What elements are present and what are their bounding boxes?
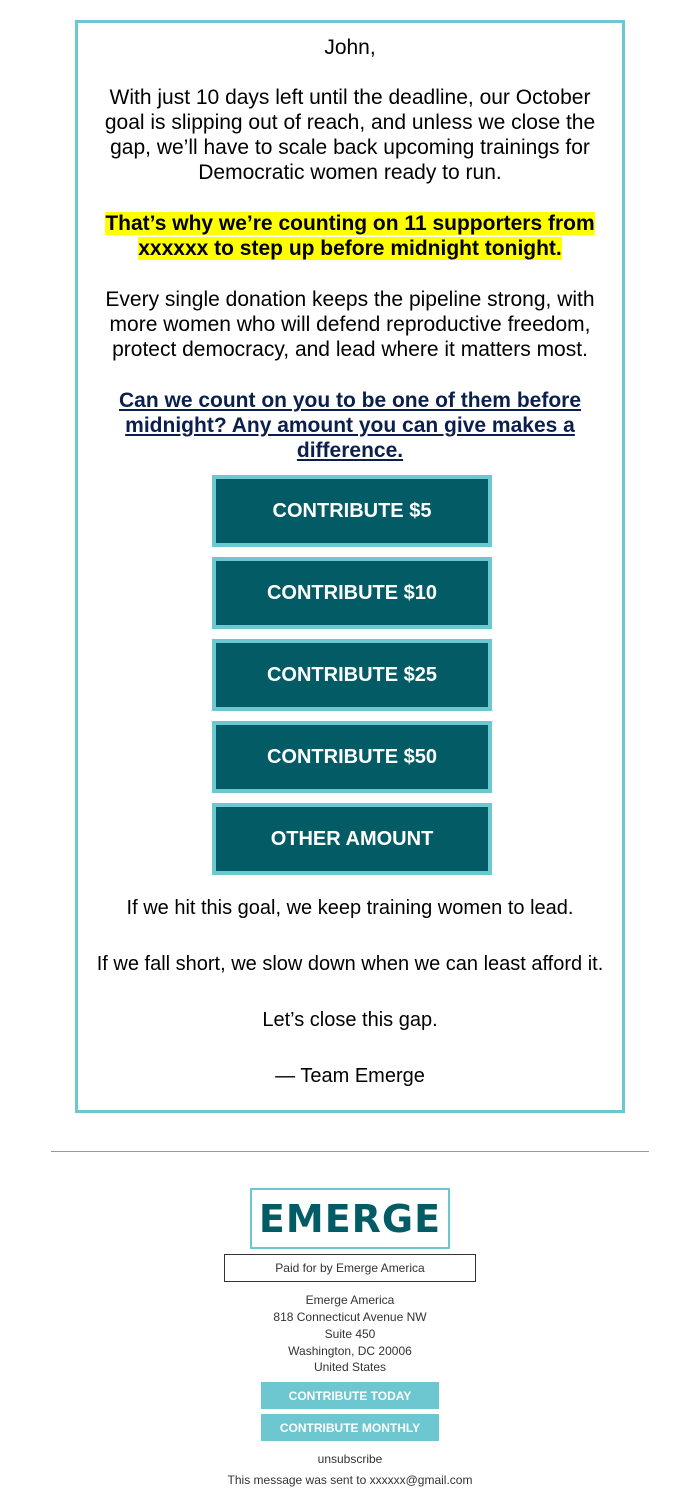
address-line: Emerge America bbox=[305, 1293, 395, 1307]
unsubscribe-link[interactable]: unsubscribe bbox=[317, 1452, 383, 1466]
contribute-25-button[interactable]: CONTRIBUTE $25 bbox=[212, 639, 492, 711]
footer-divider bbox=[51, 1151, 649, 1152]
address-line: United States bbox=[313, 1360, 387, 1374]
highlighted-text: That’s why we’re counting on 11 supporters from xxxxxx to step up before midnight tonight. bbox=[105, 212, 595, 260]
sent-to-notice: This message was sent to xxxxxx@gmail.com bbox=[227, 1473, 473, 1487]
contribute-10-button[interactable]: CONTRIBUTE $10 bbox=[212, 557, 492, 629]
goal-hit-line: If we hit this goal, we keep training women to lead. bbox=[126, 897, 574, 919]
paid-for-disclaimer: Paid for by Emerge America bbox=[224, 1254, 476, 1282]
ask-paragraph bbox=[88, 388, 612, 463]
donation-paragraph: Every single donation keeps the pipeline strong, with more women who will defend reproductive freedom, protect democracy, and lead where it matters most. bbox=[105, 288, 595, 361]
other-amount-button[interactable]: OTHER AMOUNT bbox=[212, 803, 492, 875]
logo-text: EMERGE bbox=[258, 1196, 442, 1241]
greeting: John, bbox=[324, 36, 376, 59]
address-line: 818 Connecticut Avenue NW bbox=[273, 1310, 427, 1324]
goal-fall-line: If we fall short, we slow down when we can least afford it. bbox=[96, 953, 604, 975]
contribute-today-button[interactable]: CONTRIBUTE TODAY bbox=[261, 1382, 439, 1409]
highlight-paragraph bbox=[88, 211, 612, 261]
contribute-5-button[interactable]: CONTRIBUTE $5 bbox=[212, 475, 492, 547]
emerge-logo[interactable] bbox=[250, 1188, 450, 1249]
ask-link[interactable]: Can we count on you to be one of them before midnight? Any amount you can give makes a difference. bbox=[118, 389, 581, 462]
email-card bbox=[75, 20, 625, 1113]
close-gap-line: Let’s close this gap. bbox=[262, 1009, 438, 1031]
contribute-monthly-button[interactable]: CONTRIBUTE MONTHLY bbox=[261, 1414, 439, 1441]
address-line: Suite 450 bbox=[324, 1327, 376, 1341]
contribute-50-button[interactable]: CONTRIBUTE $50 bbox=[212, 721, 492, 793]
signoff: — Team Emerge bbox=[275, 1065, 425, 1087]
address-line: Washington, DC 20006 bbox=[288, 1344, 412, 1358]
intro-paragraph: With just 10 days left until the deadline, our October goal is slipping out of reach, and unless we close the gap, we’ll have to scale back upcoming trainings for Democratic women ready to run. bbox=[104, 86, 596, 184]
